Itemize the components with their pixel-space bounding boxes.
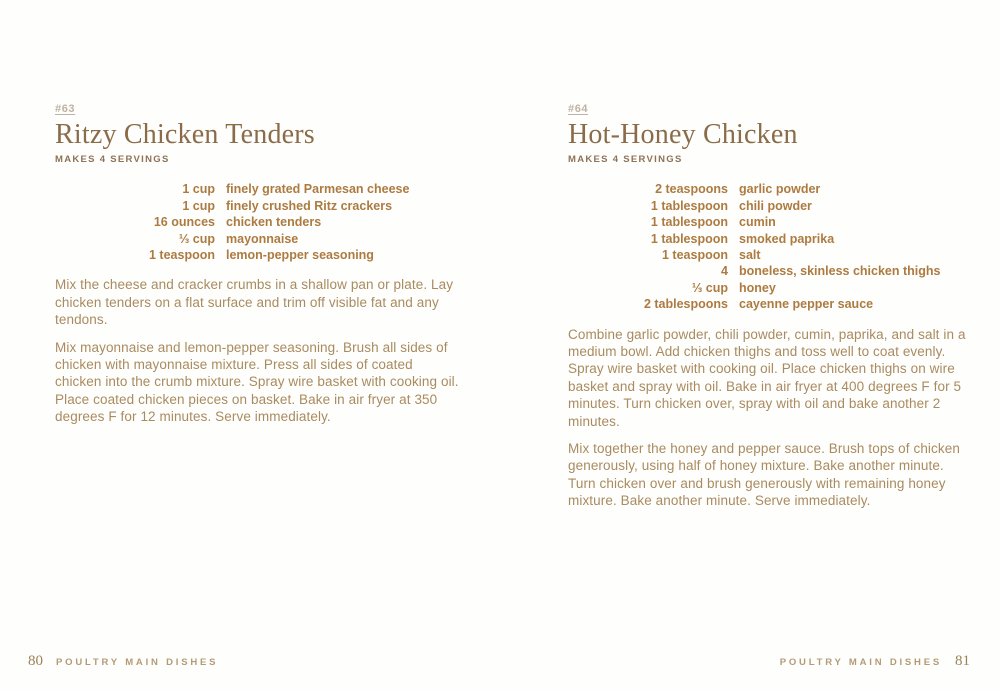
ingredient-qty: 1 cup [182, 198, 215, 213]
ingredient-name: salt [739, 248, 761, 263]
ingredient-name: cayenne pepper sauce [739, 297, 874, 312]
ingredient-name: cumin [739, 215, 776, 230]
ingredient-qty: ⅓ cup [691, 280, 728, 295]
page-number: 80 [28, 653, 43, 669]
ingredient-name: mayonnaise [226, 231, 299, 246]
ingredient-qty: 1 tablespoon [650, 231, 728, 246]
ingredient-name: chicken tenders [226, 215, 322, 230]
instructions [568, 326, 972, 510]
page-number: 81 [955, 653, 970, 669]
section-label: POULTRY MAIN DISHES [779, 657, 942, 668]
ingredient-name: boneless, skinless chicken thighs [739, 264, 941, 279]
ingredient-name: chili powder [739, 198, 812, 213]
ingredient-qty: 2 tablespoons [643, 297, 728, 312]
recipe-hot-honey-chicken [568, 99, 972, 520]
servings-label: MAKES 4 SERVINGS [568, 154, 683, 166]
ingredients-list [568, 181, 972, 312]
ingredient-name: honey [739, 280, 776, 295]
ingredient-name: finely crushed Ritz crackers [226, 198, 393, 213]
ingredient-qty: 1 tablespoon [650, 215, 728, 230]
ingredient-qty: 4 [721, 264, 728, 279]
section-label: POULTRY MAIN DISHES [56, 657, 219, 668]
recipe-title: Hot-Honey Chicken [568, 119, 798, 150]
ingredient-qty: 1 teaspoon [149, 248, 215, 263]
recipe-number: #64 [568, 103, 589, 115]
ingredient-name: lemon-pepper seasoning [226, 248, 374, 263]
ingredient-qty: 16 ounces [153, 215, 215, 230]
ingredients-list [55, 181, 459, 263]
ingredient-name: smoked paprika [739, 231, 835, 246]
ingredient-name: garlic powder [739, 182, 821, 197]
recipe-ritzy-chicken-tenders [55, 99, 459, 436]
ingredient-qty: ⅓ cup [178, 231, 215, 246]
servings-label: MAKES 4 SERVINGS [55, 154, 170, 166]
instructions [55, 276, 459, 425]
recipe-number: #63 [55, 103, 76, 115]
ingredient-qty: 1 tablespoon [650, 198, 728, 213]
instruction-paragraph: Mix together the honey and pepper sauce. Brush tops of chicken generously, using half of honey mixture. Bake another minute. Turn chicken over and brush generously with remaining honey mixture. Bake another minute. Serve immediately. [568, 441, 960, 509]
instruction-paragraph: Combine garlic powder, chili powder, cumin, paprika, and salt in a medium bowl. Add chicken thighs and toss well to coat evenly. Spray wire basket with cooking oil. Place chicken thighs on wire basket and spray with oil. Bake in air fryer at 400 degrees F for 5 minutes. Turn chicken over, spray with oil and bake another 2 minutes. [568, 326, 966, 429]
instruction-paragraph: Mix mayonnaise and lemon-pepper seasoning. Brush all sides of chicken with mayonnaise mixture. Press all sides of coated chicken into the crumb mixture. Spray wire basket with cooking oil. Place coated chicken pieces on basket. Bake in air fryer at 350 degrees F for 12 minutes. Serve immediately. [55, 339, 459, 425]
recipe-title: Ritzy Chicken Tenders [55, 119, 315, 150]
footer-left [28, 653, 218, 670]
footer-right [780, 653, 970, 670]
ingredient-name: finely grated Parmesan cheese [226, 182, 410, 197]
instruction-paragraph: Mix the cheese and cracker crumbs in a shallow pan or plate. Lay chicken tenders on a flat surface and trim off visible fat and any tendons. [55, 277, 454, 328]
ingredient-qty: 1 cup [182, 182, 215, 197]
ingredient-qty: 1 teaspoon [662, 248, 728, 263]
ingredient-qty: 2 teaspoons [655, 182, 728, 197]
